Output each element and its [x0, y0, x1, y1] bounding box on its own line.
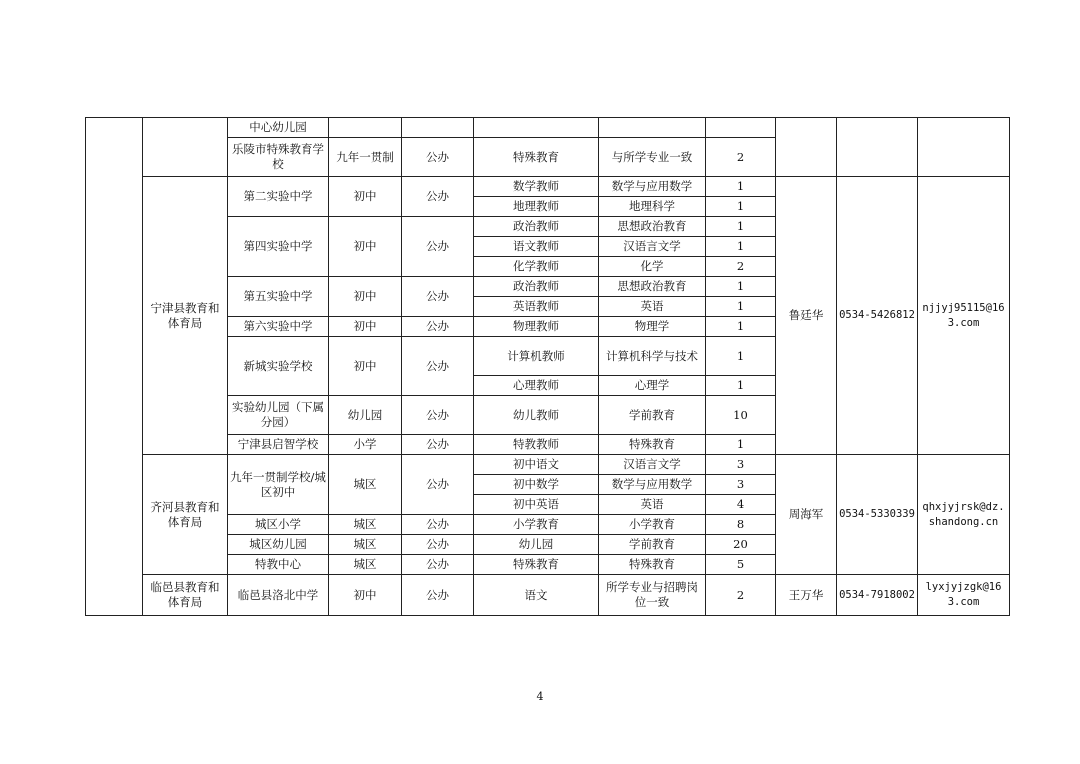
cell-major: 特殊教育 [599, 435, 706, 455]
cell-position: 特教教师 [474, 435, 599, 455]
cell-email: qhxjyjrsk@dz.shandong.cn [918, 455, 1010, 575]
cell-email [918, 118, 1010, 177]
cell-count: 3 [706, 455, 776, 475]
cell-major: 英语 [599, 297, 706, 317]
cell-unit: 临邑县教育和体育局 [143, 575, 228, 616]
cell-major: 小学教育 [599, 515, 706, 535]
table-row [86, 575, 1010, 616]
cell-major: 计算机科学与技术 [599, 337, 706, 376]
cell-unit [143, 118, 228, 177]
cell-type: 公办 [402, 575, 474, 616]
cell-position: 小学教育 [474, 515, 599, 535]
cell-major: 学前教育 [599, 535, 706, 555]
cell-school: 第五实验中学 [228, 277, 329, 317]
cell-count: 8 [706, 515, 776, 535]
cell-count: 2 [706, 257, 776, 277]
cell-count: 1 [706, 237, 776, 257]
cell-position: 语文教师 [474, 237, 599, 257]
cell-position: 物理教师 [474, 317, 599, 337]
cell-count: 3 [706, 475, 776, 495]
cell-school: 城区小学 [228, 515, 329, 535]
cell-position: 心理教师 [474, 376, 599, 396]
cell-school: 九年一贯制学校/城区初中 [228, 455, 329, 515]
cell-position: 地理教师 [474, 197, 599, 217]
cell-phone [837, 118, 918, 177]
cell-count: 10 [706, 396, 776, 435]
cell-phone: 0534-7918002 [837, 575, 918, 616]
cell-type: 公办 [402, 177, 474, 217]
cell-level: 城区 [329, 455, 402, 515]
cell-type: 公办 [402, 396, 474, 435]
cell-level: 初中 [329, 177, 402, 217]
cell-contact [776, 118, 837, 177]
cell-count: 1 [706, 297, 776, 317]
cell-school: 宁津县启智学校 [228, 435, 329, 455]
cell-count: 1 [706, 435, 776, 455]
cell-type: 公办 [402, 455, 474, 515]
cell-unit: 齐河县教育和体育局 [143, 455, 228, 575]
table-row [86, 177, 1010, 197]
cell-position: 数学教师 [474, 177, 599, 197]
cell-level: 初中 [329, 277, 402, 317]
cell-major: 思想政治教育 [599, 217, 706, 237]
cell-major: 化学 [599, 257, 706, 277]
cell-blank-col [86, 118, 143, 616]
cell-major: 学前教育 [599, 396, 706, 435]
cell-major: 数学与应用数学 [599, 177, 706, 197]
cell-count: 1 [706, 337, 776, 376]
cell-major: 心理学 [599, 376, 706, 396]
recruitment-table [85, 117, 1010, 616]
cell-school: 中心幼儿园 [228, 118, 329, 138]
cell-contact: 周海军 [776, 455, 837, 575]
cell-email: njjyj95115@163.com [918, 177, 1010, 455]
cell-type: 公办 [402, 138, 474, 177]
cell-level: 初中 [329, 317, 402, 337]
cell-contact: 王万华 [776, 575, 837, 616]
cell-type: 公办 [402, 515, 474, 535]
cell-level: 初中 [329, 337, 402, 396]
table-row [86, 455, 1010, 475]
cell-position: 特殊教育 [474, 555, 599, 575]
cell-position: 语文 [474, 575, 599, 616]
cell-major: 所学专业与招聘岗位一致 [599, 575, 706, 616]
cell-school: 实验幼儿园（下属分园） [228, 396, 329, 435]
cell-type: 公办 [402, 535, 474, 555]
cell-school: 第四实验中学 [228, 217, 329, 277]
cell-position: 初中数学 [474, 475, 599, 495]
cell-school: 新城实验学校 [228, 337, 329, 396]
cell-type: 公办 [402, 317, 474, 337]
cell-school: 临邑县洛北中学 [228, 575, 329, 616]
cell-email: lyxjyjzgk@163.com [918, 575, 1010, 616]
cell-position: 幼儿园 [474, 535, 599, 555]
cell-phone: 0534-5330339 [837, 455, 918, 575]
cell-position: 政治教师 [474, 277, 599, 297]
cell-level: 城区 [329, 515, 402, 535]
table-row [86, 118, 1010, 138]
cell-level: 幼儿园 [329, 396, 402, 435]
cell-count: 2 [706, 575, 776, 616]
cell-unit: 宁津县教育和体育局 [143, 177, 228, 455]
cell-major: 特殊教育 [599, 555, 706, 575]
cell-major: 地理科学 [599, 197, 706, 217]
cell-type: 公办 [402, 217, 474, 277]
cell-type: 公办 [402, 277, 474, 317]
cell-count: 1 [706, 197, 776, 217]
cell-school: 城区幼儿园 [228, 535, 329, 555]
cell-position: 初中英语 [474, 495, 599, 515]
cell-type: 公办 [402, 555, 474, 575]
cell-school: 乐陵市特殊教育学校 [228, 138, 329, 177]
cell-major: 与所学专业一致 [599, 138, 706, 177]
cell-position: 计算机教师 [474, 337, 599, 376]
cell-count: 5 [706, 555, 776, 575]
cell-phone: 0534-5426812 [837, 177, 918, 455]
cell-position: 幼儿教师 [474, 396, 599, 435]
cell-count: 20 [706, 535, 776, 555]
cell-type: 公办 [402, 435, 474, 455]
cell-school: 特教中心 [228, 555, 329, 575]
cell-count: 1 [706, 177, 776, 197]
cell-major: 物理学 [599, 317, 706, 337]
cell-count: 2 [706, 138, 776, 177]
cell-level: 初中 [329, 575, 402, 616]
cell-count: 1 [706, 317, 776, 337]
cell-position: 特殊教育 [474, 138, 599, 177]
cell-school: 第二实验中学 [228, 177, 329, 217]
cell-major: 数学与应用数学 [599, 475, 706, 495]
cell-count: 1 [706, 277, 776, 297]
cell-level: 城区 [329, 535, 402, 555]
cell-position: 政治教师 [474, 217, 599, 237]
cell-major: 汉语言文学 [599, 455, 706, 475]
page-number: 4 [536, 690, 544, 703]
cell-type: 公办 [402, 337, 474, 396]
cell-position: 英语教师 [474, 297, 599, 317]
cell-count: 1 [706, 376, 776, 396]
cell-contact: 鲁廷华 [776, 177, 837, 455]
cell-school: 第六实验中学 [228, 317, 329, 337]
cell-count: 1 [706, 217, 776, 237]
cell-level: 城区 [329, 555, 402, 575]
cell-level: 九年一贯制 [329, 138, 402, 177]
cell-level: 初中 [329, 217, 402, 277]
cell-level: 小学 [329, 435, 402, 455]
cell-position: 初中语文 [474, 455, 599, 475]
cell-position: 化学教师 [474, 257, 599, 277]
cell-major: 英语 [599, 495, 706, 515]
cell-major: 思想政治教育 [599, 277, 706, 297]
cell-count: 4 [706, 495, 776, 515]
cell-major: 汉语言文学 [599, 237, 706, 257]
